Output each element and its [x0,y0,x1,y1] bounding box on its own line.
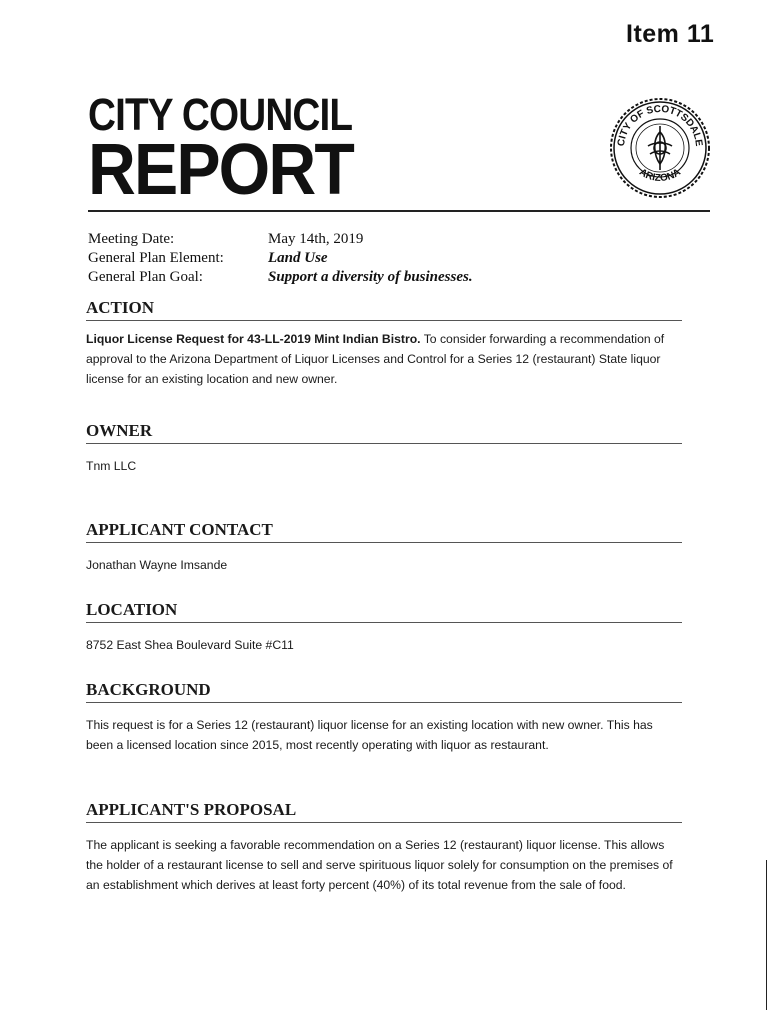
scan-edge-line [766,860,767,1010]
action-text [86,329,682,389]
title-line-city-council: CITY COUNCIL [88,89,353,140]
section-applicant-proposal [86,799,682,895]
section-owner [86,420,682,476]
section-heading-action: ACTION [86,298,155,317]
applicant-contact-text: Jonathan Wayne Imsande [86,558,228,572]
title-line-report: REPORT [88,130,353,210]
plan-element-label: General Plan Element: [88,250,224,266]
section-heading-applicant-proposal: APPLICANT'S PROPOSAL [86,800,297,819]
section-heading-background: BACKGROUND [86,680,211,699]
meeting-date-value: May 14th, 2019 [268,231,364,247]
section-applicant-contact [86,519,682,575]
owner-text: Tnm LLC [86,459,137,473]
report-title [88,89,395,210]
svg-text:CITY OF SCOTTSDALE: CITY OF SCOTTSDALE [615,103,705,147]
section-divider [86,702,682,703]
meeting-date-label: Meeting Date: [88,231,175,247]
plan-goal-label: General Plan Goal: [88,269,203,285]
background-text: This request is for a Series 12 (restaurant) liquor license for an existing location with new owner. This has been a licensed location since 2015, most recently operating with liquor as restaurant. [86,718,653,752]
section-divider [86,822,682,823]
item-number: Item 11 [626,20,715,48]
section-divider [86,443,682,444]
city-seal-icon [608,96,712,200]
plan-goal-value: Support a diversity of businesses. [268,269,473,285]
section-heading-location: LOCATION [86,600,178,619]
section-divider [86,320,682,321]
plan-element-value: Land Use [268,250,328,266]
header-divider [88,210,710,212]
section-divider [86,542,682,543]
proposal-text: The applicant is seeking a favorable recommendation on a Series 12 (restaurant) liquor license. This allows the holder of a restaurant license to sell and serve spirituous liquor solely for consumption on the premises of an establishment which derives at least forty percent (40%) of its total revenue from the sale of food. [86,838,673,892]
section-action [86,297,682,389]
action-lead: Liquor License Request for 43-LL-2019 Mint Indian Bistro. [86,332,421,346]
section-heading-owner: OWNER [86,421,153,440]
section-heading-applicant-contact: APPLICANT CONTACT [86,520,273,539]
action-body: To consider forwarding a recommendation of approval to the Arizona Department of Liquor Licenses and Control for a Series 12 (restaurant) State liquor license for an existing location and new owner. [86,332,665,386]
location-text: 8752 East Shea Boulevard Suite #C11 [86,638,294,652]
svg-text:ARIZONA: ARIZONA [637,166,683,185]
section-location [86,599,682,655]
section-divider [86,622,682,623]
section-background [86,679,682,755]
